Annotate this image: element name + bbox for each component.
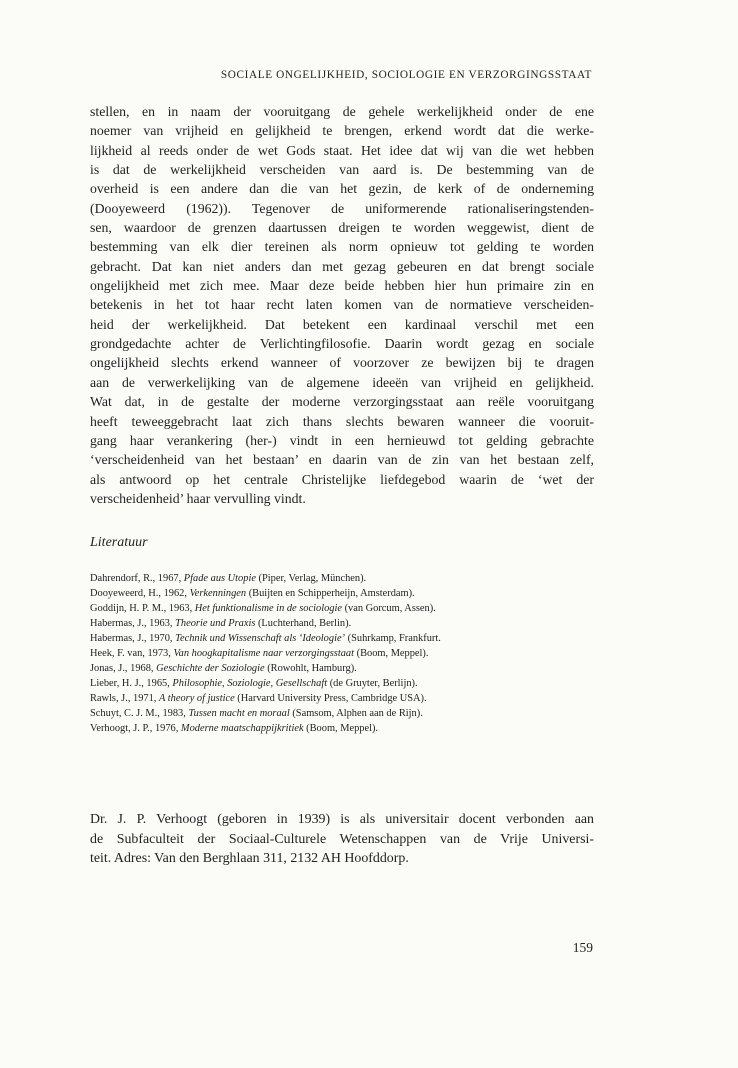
reference-item	[90, 691, 600, 706]
author-bio	[90, 810, 594, 869]
reference-publisher: (Samsom, Alphen aan de Rijn).	[289, 708, 423, 720]
reference-item	[90, 631, 600, 646]
reference-item	[90, 676, 600, 691]
reference-author-year: Dooyeweerd, H., 1962,	[90, 588, 190, 600]
reference-publisher: (Luchterhand, Berlin).	[255, 618, 352, 630]
reference-publisher: (Suhrkamp, Frankfurt.	[345, 633, 441, 645]
body-paragraph	[90, 102, 594, 508]
reference-item	[90, 571, 600, 586]
body-line: heeft teweeggebracht laat zich thans slechts bewaren wanneer die vooruit-	[90, 413, 594, 429]
body-line: ‘verscheidenheid van het bestaan’ en daarin van de zin van het bestaan zelf,	[90, 452, 594, 468]
reference-publisher: (van Gorcum, Assen).	[341, 603, 436, 615]
reference-author-year: Habermas, J., 1970,	[90, 633, 176, 645]
reference-item	[90, 721, 600, 736]
body-line: betekenis in het tot haar recht laten komen van de normatieve verscheiden-	[90, 297, 594, 313]
reference-author-year: Verhoogt, J. P., 1976,	[90, 723, 181, 735]
body-line: als antwoord op het centrale Christelijke liefdegebod waarin de ‘wet der	[90, 471, 594, 487]
reference-publisher: (Piper, Verlag, München).	[255, 573, 367, 584]
reference-publisher: (Boom, Meppel).	[303, 723, 379, 735]
body-line: grondgedachte achter de Verlichtingfilosofie. Daarin wordt gezag en sociale	[90, 336, 594, 352]
reference-item	[90, 616, 600, 631]
body-line: heid der werkelijkheid. Dat betekent een kardinaal verschil met een	[90, 316, 594, 332]
reference-publisher: (Harvard University Press, Cambridge USA).	[234, 693, 427, 705]
reference-title: Technik und Wissenschaft als ‘Ideologie’	[175, 633, 346, 645]
reference-title: Het funktionalisme in de sociologie	[194, 603, 342, 615]
bio-line: Dr. J. P. Verhoogt (geboren in 1939) is als universitair docent verbonden aan	[90, 812, 594, 827]
reference-author-year: Lieber, H. J., 1965,	[90, 678, 173, 690]
reference-item	[90, 661, 600, 676]
body-line: overheid is een andere dan die van het gezin, de kerk of de onderneming	[90, 181, 594, 197]
body-line: aan de verwerkelijking van de algemene ideeën van vrijheid en gelijkheid.	[90, 374, 594, 390]
body-line: Wat dat, in de gestalte der moderne verzorgingsstaat aan reële vooruitgang	[90, 394, 594, 410]
page-number: 159	[572, 940, 593, 955]
reference-title: Moderne maatschappijkritiek	[180, 723, 304, 735]
body-line: ongelijkheid met zich mee. Maar deze beide hebben hier hun primaire zin en	[90, 278, 594, 294]
reference-title: Philosophie, Soziologie, Gesellschaft	[172, 678, 328, 690]
reference-title: Tussen macht en moraal	[188, 708, 290, 720]
reference-publisher: (Boom, Meppel).	[354, 648, 429, 660]
bio-line: teit. Adres: Van den Berghlaan 311, 2132 AH Hoofddorp.	[90, 851, 409, 867]
body-line: stellen, en in naam der vooruitgang de gehele werkelijkheid onder de ene	[90, 104, 594, 119]
body-line: lijkheid al reeds onder de wet Gods staat. Het idee dat wij van die wet hebben	[90, 142, 594, 158]
bio-line: de Subfaculteit der Sociaal-Culturele Wetenschappen van de Vrije Universi-	[90, 831, 594, 847]
reference-item	[90, 586, 600, 601]
running-header: SOCIALE ONGELIJKHEID, SOCIOLOGIE EN VERZORGINGSSTAAT	[220, 69, 592, 81]
reference-title: Theorie und Praxis	[175, 618, 256, 630]
reference-author-year: Dahrendorf, R., 1967,	[90, 573, 184, 584]
reference-author-year: Goddijn, H. P. M., 1963,	[90, 603, 195, 615]
reference-item	[90, 646, 600, 661]
reference-title: Pfade aus Utopie	[183, 573, 256, 584]
body-line: bestemming van elk dier tereinen als norm opnieuw tot gelding te worden	[90, 239, 594, 255]
body-line: gang haar verankering (her-) vindt in een hernieuwd tot gelding gebrachte	[90, 432, 594, 448]
literature-heading: Literatuur	[90, 535, 148, 550]
reference-author-year: Heek, F. van, 1973,	[90, 648, 174, 660]
reference-title: Verkenningen	[189, 588, 247, 600]
body-line: noemer van vrijheid en gelijkheid te brengen, erkend wordt dat die werke-	[90, 123, 594, 139]
body-line: is dat de werkelijkheid verscheiden van aard is. De bestemming van de	[90, 162, 594, 178]
reference-publisher: (de Gruyter, Berlijn).	[327, 678, 418, 690]
body-line: sen, waardoor de grenzen daartussen dreigen te worden weggewist, dient de	[90, 220, 594, 236]
reference-title: Geschichte der Soziologie	[156, 663, 265, 675]
body-line: gebracht. Dat kan niet anders dan met gezag gebeuren en dat brengt sociale	[90, 258, 594, 274]
reference-item	[90, 706, 600, 721]
reference-list	[90, 571, 600, 737]
reference-publisher: (Rowohlt, Hamburg).	[264, 663, 357, 675]
body-line: (Dooyeweerd (1962)). Tegenover de uniformerende rationaliseringstenden-	[90, 200, 594, 216]
reference-author-year: Schuyt, C. J. M., 1983,	[90, 708, 189, 720]
reference-title: A theory of justice	[159, 693, 235, 705]
reference-item	[90, 601, 600, 616]
reference-title: Van hoogkapitalisme naar verzorgingsstaat	[173, 648, 355, 660]
body-line: ongelijkheid slechts erkend wanneer of voorzover ze bewijzen bij te dragen	[90, 355, 594, 371]
body-line: verscheidenheid’ haar vervulling vindt.	[90, 490, 306, 506]
reference-author-year: Habermas, J., 1963,	[90, 618, 176, 630]
reference-publisher: (Buijten en Schipperheijn, Amsterdam).	[246, 588, 415, 600]
reference-author-year: Jonas, J., 1968,	[90, 663, 157, 675]
reference-author-year: Rawls, J., 1971,	[90, 693, 159, 705]
